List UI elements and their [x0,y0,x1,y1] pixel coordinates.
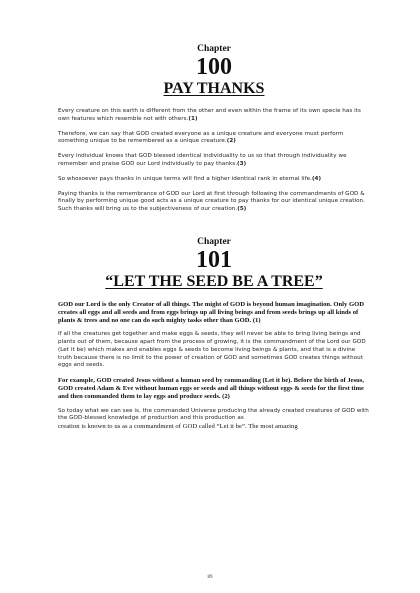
paragraph [58,153,370,169]
paragraph-text-serif: creation is known to us as a commandment of GOD called “Let it be”. The most amazing [58,423,298,431]
paragraph-text: So whosoever pays thanks in unique terms will find a higher identical rank in eternal life. [58,175,312,182]
paragraph [58,191,370,214]
chapter-101-section [58,237,370,432]
section-gap [58,221,370,237]
verse-ref: (2) [226,138,236,145]
chapter-label: Chapter [197,44,231,54]
verse-ref: (3) [237,160,247,167]
verse-ref: (4) [311,175,322,182]
chapter-100-section [58,44,370,214]
chapter-number: 101 [196,246,232,273]
bold-paragraph: For example, GOD created Jesus without a human seed by commanding (Let it be). Before the birth of Jesus, GOD created Adam & Eve without human eggs or seeds and all things without eggs & seeds for the first time and then commanded them to lay eggs and produce seeds. (2) [58,377,365,401]
paragraph-text: Paying thanks is the remembrance of GOD our Lord at first through following the commandments of GOD & finally by performing unique good acts as a unique creature to pay thanks for our identical unique creation. Such thanks will bring us to the subjectiveness of our creation. [58,190,365,213]
paragraph-text: Therefore, we can say that GOD created everyone as a unique creature and everyone must perform something unique to be remembered as a unique creature. [58,130,344,145]
paragraph: If all the creatures get together and make eggs & seeds, they will never be able to bring living beings and plants out of them, because apart from the process of growing, it is the commandment of the Lord our GOD (Let it be) which makes and enables eggs & seeds to become living beings & plants, and that is a divine truth because there is no limit to the power of creation of GOD and sometimes GOD creates things without eggs and seeds. [58,331,366,369]
verse-ref: (1) [188,115,198,122]
page-number: 89 [207,575,213,580]
paragraph [58,131,370,147]
chapter-title: “LET THE SEED BE A TREE” [105,272,323,290]
verse-ref: (5) [237,206,247,213]
chapter-label: Chapter [197,236,231,247]
paragraph [58,176,370,184]
paragraph-text: So today what we can see is, the commanded Universe producing the already created creatures of GOD with the GOD-blessed knowledge of production and this production as [58,407,369,422]
paragraph-text: Every creature on this earth is different from the other and even within the frame of its own specie has its own features which resemble not with others. [58,108,361,122]
chapter-number: 100 [196,54,232,80]
bold-paragraph: GOD our Lord is the only Creator of all things. The might of GOD is beyond human imagination. Only GOD creates all eggs and all seeds and from eggs brings up all living beings and from seeds brings up all kinds of plants & trees and no one can do such mighty tasks other than GOD. (1) [58,300,364,325]
paragraph-text: Every individual knows that GOD blessed identical individuality to us so that through individuality we remember and praise GOD our Lord individually to pay thanks. [58,153,347,167]
chapter-title: PAY THANKS [163,80,265,97]
paragraph [58,108,370,124]
paragraph [58,408,370,432]
